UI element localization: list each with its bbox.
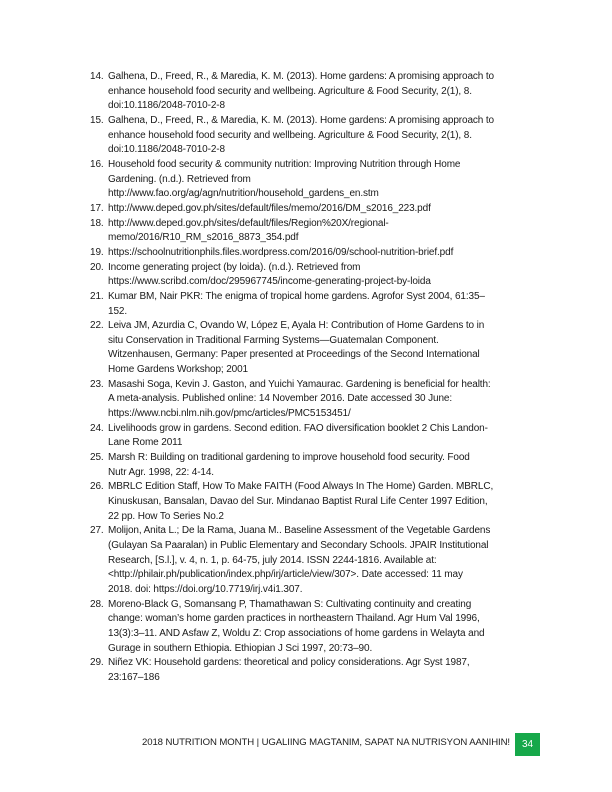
reference-text-line: Nutr Agr. 1998, 22: 4-14. [108,466,214,478]
reference-item [90,451,494,480]
reference-text-line: Galhena, D., Freed, R., & Maredia, K. M. (2013). Home gardens: A promising approach to [108,71,494,82]
reference-number: 21. [90,290,104,302]
reference-text-line: 152. [108,305,127,317]
reference-text-line: Kinuskusan, Bansalan, Davao del Sur. Mindanao Baptist Rural Life Center 1997 Edition, [108,496,488,508]
reference-item [90,378,494,422]
reference-text-line: Livelihoods grow in gardens. Second edition. FAO diversification booklet 2 Chis Landon- [108,422,488,434]
reference-text-line: Lane Rome 2011 [108,437,183,449]
reference-number: 14. [90,71,104,82]
reference-item [90,114,494,158]
reference-text-line: enhance household food security and wellbeing. Agriculture & Food Security, 2(1), 8. [108,85,472,97]
reference-number: 25. [90,452,104,464]
reference-text-line: Niñez VK: Household gardens: theoretical and policy considerations. Agr Syst 1987, [108,657,470,669]
reference-number: 16. [90,158,104,170]
reference-number: 26. [90,481,104,493]
reference-text-line: Galhena, D., Freed, R., & Maredia, K. M. (2013). Home gardens: A promising approach to [108,114,494,126]
reference-text-line: 2018. doi: https://doi.org/10.7719/irj.v4i1.307. [108,583,303,595]
reference-item [90,261,494,290]
reference-text-line: 13(3):3–11. AND Asfaw Z, Woldu Z: Crop associations of home gardens in Welayta and [108,627,485,639]
reference-text-line: Household food security & community nutrition: Improving Nutrition through Home [108,158,461,170]
reference-number: 29. [90,657,104,669]
reference-number: 17. [90,202,104,214]
reference-text-line: http://www.deped.gov.ph/sites/default/files/memo/2016/DM_s2016_223.pdf [108,202,431,214]
reference-text-line: http://www.deped.gov.ph/sites/default/files/Region%20X/regional- [108,217,389,229]
reference-text-line: enhance household food security and wellbeing. Agriculture & Food Security, 2(1), 8. [108,129,472,141]
reference-item [90,158,494,202]
reference-number: 27. [90,525,104,537]
reference-text-line: Moreno-Black G, Somansang P, Thamathawan S: Cultivating continuity and creating [108,598,472,610]
footer-title: 2018 NUTRITION MONTH | UGALIING MAGTANIM, SAPAT NA NUTRISYON AANIHIN! [141,737,510,748]
reference-item [90,217,494,246]
reference-text-line: Gardening. (n.d.). Retrieved from [108,173,251,185]
reference-item [90,524,494,597]
reference-number: 28. [90,598,104,610]
reference-number: 24. [90,422,104,434]
reference-text-line: Research, [S.l.], v. 4, n. 1, p. 64-75, july 2014. ISSN 2244-1816. Available at: [108,554,437,566]
reference-item [90,598,494,657]
reference-item [90,319,494,378]
reference-list [90,70,494,686]
reference-text-line: https://www.scribd.com/doc/295967745/income-generating-project-by-loida [108,276,431,288]
reference-text-line: Marsh R: Building on traditional gardening to improve household food security. Food [108,452,470,464]
reference-text-line: Witzenhausen, Germany: Paper presented at Proceedings of the Second International [108,349,480,361]
reference-text-line: situ Conservation in Traditional Farming Systems—Guatemalan Component. [108,334,439,346]
reference-text-line: http://www.fao.org/ag/agn/nutrition/household_gardens_en.stm [108,188,379,200]
reference-item [90,70,494,114]
reference-number: 19. [90,246,104,258]
reference-text-line: https://schoolnutritionphils.files.wordpress.com/2016/09/school-nutrition-brief.pdf [108,246,454,258]
reference-text-line: MBRLC Edition Staff, How To Make FAITH (Food Always In The Home) Garden. MBRLC, [108,481,494,493]
reference-text-line: https://www.ncbi.nlm.nih.gov/pmc/articles/PMC5153451/ [108,408,351,420]
reference-item [90,422,494,451]
reference-text-line: doi:10.1186/2048-7010-2-8 [108,144,225,156]
reference-text-line: memo/2016/R10_RM_s2016_8873_354.pdf [108,232,299,244]
reference-text-line: <http://philair.ph/publication/index.php/irj/article/view/307>. Date accessed: 11 may [108,569,463,581]
reference-item [90,480,494,524]
reference-text-line: 23:167–186 [108,671,160,683]
reference-number: 15. [90,114,104,126]
reference-text-line: Molijon, Anita L.; De la Rama, Juana M.. Baseline Assessment of the Vegetable Gardens [108,525,491,537]
reference-text-line: 22 pp. How To Series No.2 [108,510,224,522]
reference-text-line: change: woman’s home garden practices in northeastern Thailand. Agr Hum Val 1996, [108,613,480,625]
reference-text-line: Gurage in southern Ethiopia. Ethiopian J Sci 1997, 20:73–90. [108,642,373,654]
reference-text-line: Masashi Soga, Kevin J. Gaston, and Yuichi Yamaurac. Gardening is beneficial for health: [108,378,491,390]
reference-number: 20. [90,261,104,273]
reference-item [90,290,494,319]
reference-item [90,246,494,261]
reference-item [90,202,494,217]
reference-number: 18. [90,217,104,229]
reference-text-line: A meta-analysis. Published online: 14 November 2016. Date accessed 30 June: [108,393,452,405]
reference-number: 22. [90,320,104,332]
reference-number: 23. [90,378,104,390]
reference-text-line: (Gulayan Sa Paaralan) in Public Elementary and Secondary Schools. JPAIR Institutional [108,540,489,551]
reference-text-line: Income generating project (by loida). (n.d.). Retrieved from [108,261,361,273]
reference-text-line: Leiva JM, Azurdia C, Ovando W, López E, Ayala H: Contribution of Home Gardens to in [108,320,485,332]
reference-text-line: Kumar BM, Nair PKR: The enigma of tropical home gardens. Agrofor Syst 2004, 61:35– [108,290,485,302]
reference-text-line: Home Gardens Workshop; 2001 [108,364,248,376]
reference-item [90,656,494,685]
page-number-badge: 34 [515,733,540,756]
reference-text-line: doi:10.1186/2048-7010-2-8 [108,100,225,112]
